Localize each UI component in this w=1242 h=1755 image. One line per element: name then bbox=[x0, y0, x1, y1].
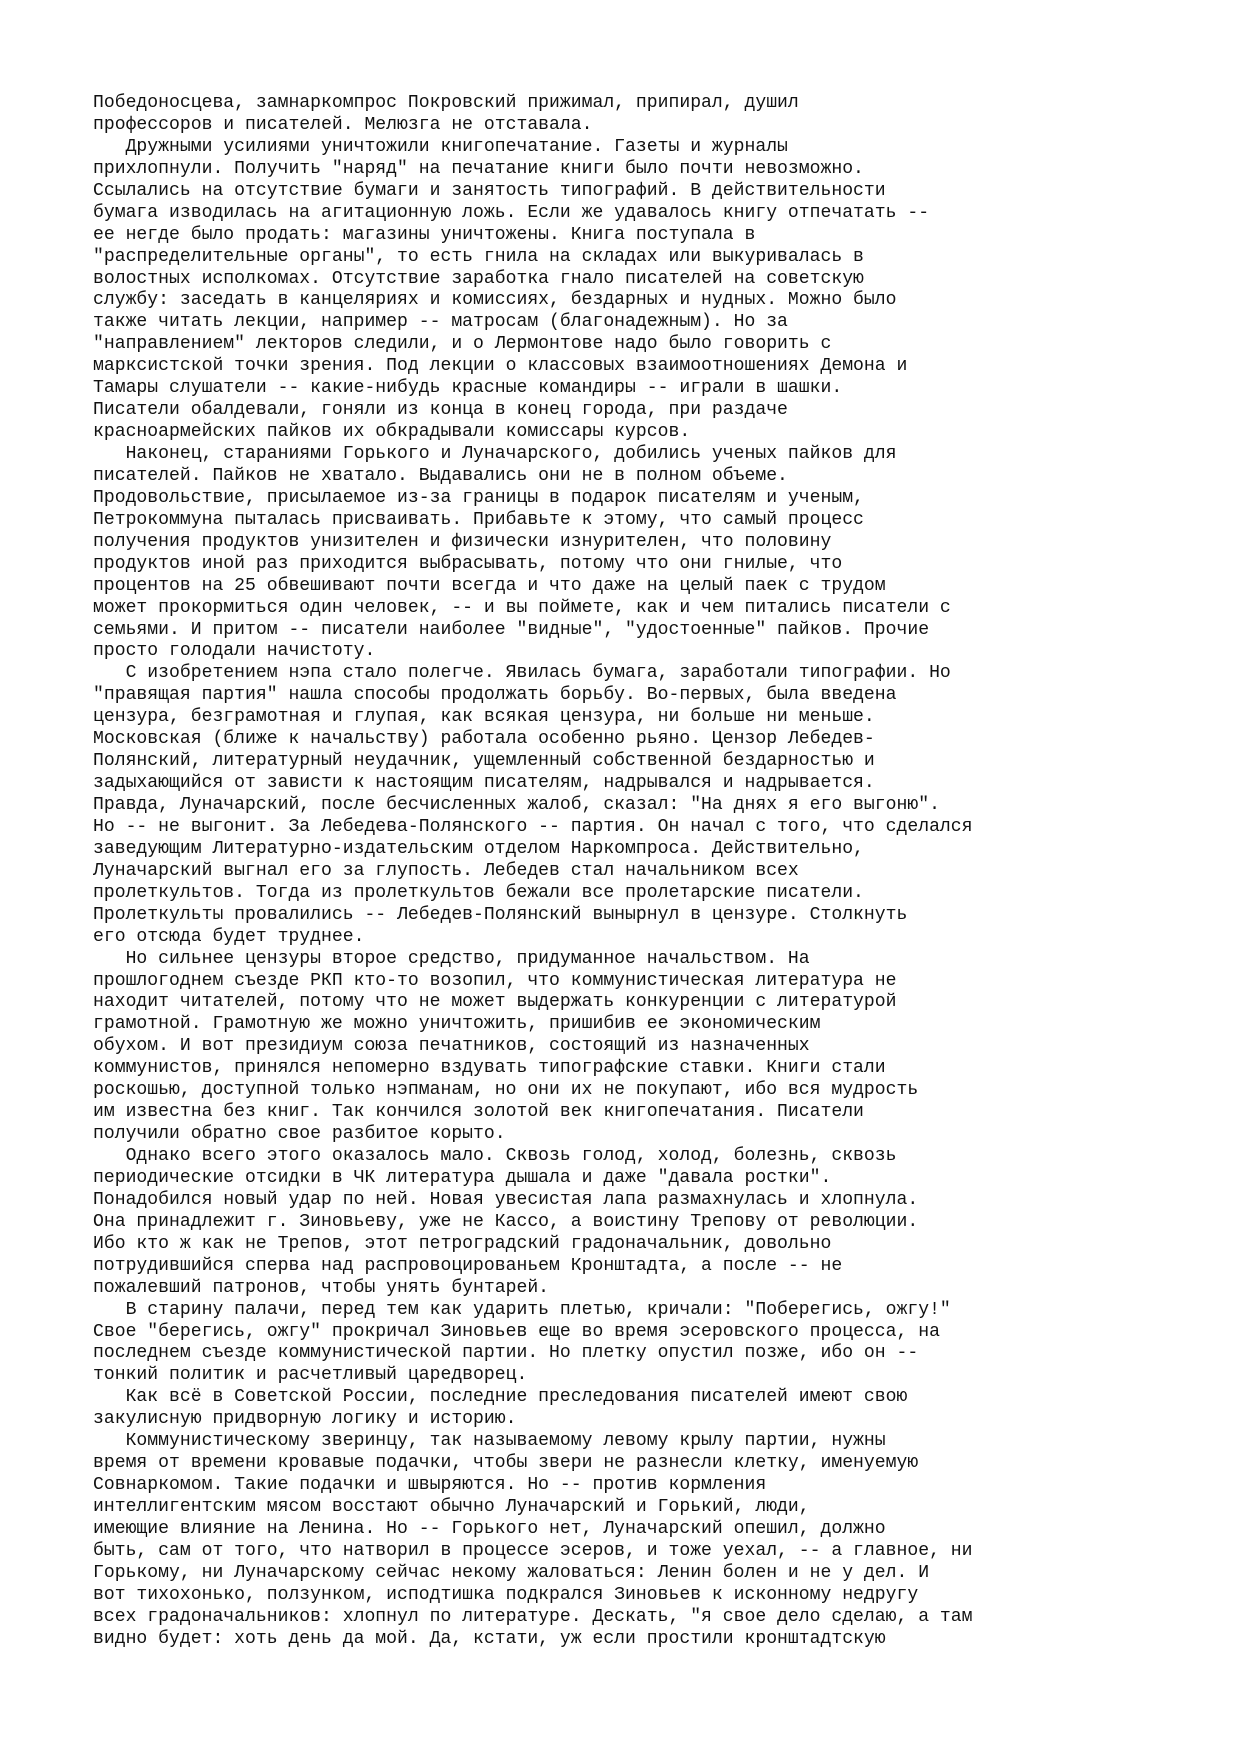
document-body-text bbox=[93, 93, 1223, 1651]
text-line: Полянский, литературный неудачник, ущемленный собственной бездарностью и bbox=[93, 751, 875, 772]
text-line: заведующим Литературно-издательским отделом Наркомпроса. Действительно, bbox=[93, 838, 864, 859]
text-line: Понадобился новый удар по ней. Новая увесистая лапа размахнулась и хлопнула. bbox=[93, 1189, 919, 1210]
text-line: Но -- не выгонит. За Лебедева-Полянского -- партия. Он начал с того, что сделался bbox=[93, 816, 973, 837]
text-line: периодические отсидки в ЧК литература дышала и даже "давала ростки". bbox=[93, 1167, 832, 1188]
text-line: "правящая партия" нашла способы продолжать борьбу. Во-первых, была введена bbox=[93, 685, 897, 706]
text-line: профессоров и писателей. Мелюзга не отставала. bbox=[93, 114, 593, 135]
text-line: имеющие влияние на Ленина. Но -- Горького нет, Луначарский опешил, должно bbox=[93, 1518, 886, 1539]
text-line: им известна без книг. Так кончился золотой век книгопечатания. Писатели bbox=[93, 1102, 864, 1123]
text-line: пожалевший патронов, чтобы унять бунтарей. bbox=[93, 1277, 550, 1298]
text-line: Горькому, ни Луначарскому сейчас некому жаловаться: Ленин болен и не у дел. И bbox=[93, 1562, 930, 1583]
text-line: время от времени кровавые подачки, чтобы звери не разнесли клетку, именуемую bbox=[93, 1453, 919, 1474]
text-line: семьями. И притом -- писатели наиболее "видные", "удостоенные" пайков. Прочие bbox=[93, 619, 930, 640]
text-line: цензура, безграмотная и глупая, как всякая цензура, ни больше ни меньше. bbox=[93, 707, 875, 728]
text-line: "распределительные органы", то есть гнила на складах или выкуривалась в bbox=[93, 246, 864, 267]
text-line: службу: заседать в канцеляриях и комиссиях, бездарных и нудных. Можно было bbox=[93, 290, 897, 311]
text-line: Коммунистическому зверинцу, так называемому левому крылу партии, нужны bbox=[93, 1431, 886, 1452]
text-line: задыхающийся от зависти к настоящим писателям, надрывался и надрывается. bbox=[93, 773, 875, 794]
text-line: закулисную придворную логику и историю. bbox=[93, 1409, 517, 1430]
text-line: всех градоначальников: хлопнул по литературе. Дескать, "я свое дело сделаю, а там bbox=[93, 1606, 973, 1627]
text-line: Она принадлежит г. Зиновьеву, уже не Кассо, а воистину Трепову от революции. bbox=[93, 1211, 919, 1232]
text-line: Ибо кто ж как не Трепов, этот петроградский градоначальник, довольно bbox=[93, 1233, 832, 1254]
text-line: Тамары слушатели -- какие-нибудь красные командиры -- играли в шашки. bbox=[93, 378, 843, 399]
text-line: потрудившийся сперва над распровоцированьем Кронштадта, а после -- не bbox=[93, 1255, 843, 1276]
text-line: также читать лекции, например -- матросам (благонадежным). Но за bbox=[93, 312, 788, 333]
text-line: находит читателей, потому что не может выдержать конкуренции с литературой bbox=[93, 992, 897, 1013]
text-line: тонкий политик и расчетливый царедворец. bbox=[93, 1365, 528, 1386]
text-line: может прокормиться один человек, -- и вы поймете, как и чем питались писатели с bbox=[93, 597, 951, 618]
text-line: продуктов иной раз приходится выбрасывать, потому что они гнилые, что bbox=[93, 553, 843, 574]
text-line: пролеткультов. Тогда из пролеткультов бежали все пролетарские писатели. bbox=[93, 882, 864, 903]
text-line: Ссылались на отсутствие бумаги и занятость типографий. В действительности bbox=[93, 180, 886, 201]
text-line: красноармейских пайков их обкрадывали комиссары курсов. bbox=[93, 422, 691, 443]
text-line: Совнаркомом. Такие подачки и швыряются. Но -- против кормления bbox=[93, 1475, 767, 1496]
text-line: марксистской точки зрения. Под лекции о классовых взаимоотношениях Демона и bbox=[93, 356, 908, 377]
text-line: получения продуктов унизителен и физически изнурителен, что половину bbox=[93, 531, 832, 552]
text-line: Дружными усилиями уничтожили книгопечатание. Газеты и журналы bbox=[93, 136, 788, 157]
text-line: Но сильнее цензуры второе средство, придуманное начальством. На bbox=[93, 948, 810, 969]
text-line: быть, сам от того, что натворил в процессе эсеров, и тоже уехал, -- а главное, ни bbox=[93, 1540, 973, 1561]
text-line: роскошью, доступной только нэпманам, но они их не покупают, ибо вся мудрость bbox=[93, 1080, 919, 1101]
text-line: Московская (ближе к начальству) работала особенно рьяно. Цензор Лебедев- bbox=[93, 729, 875, 750]
text-line: Петрокоммуна пыталась присваивать. Прибавьте к этому, что самый процесс bbox=[93, 509, 864, 530]
text-line: Луначарский выгнал его за глупость. Лебедев стал начальником всех bbox=[93, 860, 799, 881]
text-line: писателей. Пайков не хватало. Выдавались они не в полном объеме. bbox=[93, 465, 788, 486]
text-line: процентов на 25 обвешивают почти всегда и что даже на целый паек с трудом bbox=[93, 575, 886, 596]
text-line: получили обратно свое разбитое корыто. bbox=[93, 1124, 506, 1145]
text-line: видно будет: хоть день да мой. Да, кстати, уж если простили кронштадтскую bbox=[93, 1628, 886, 1649]
text-line: ее негде было продать: магазины уничтожены. Книга поступала в bbox=[93, 224, 756, 245]
text-line: Как всё в Советской России, последние преследования писателей имеют свою bbox=[93, 1387, 908, 1408]
text-line: Писатели обалдевали, гоняли из конца в конец города, при раздаче bbox=[93, 400, 788, 421]
text-line: грамотной. Грамотную же можно уничтожить, пришибив ее экономическим bbox=[93, 1014, 821, 1035]
text-line: Пролеткульты провалились -- Лебедев-Полянский вынырнул в цензуре. Столкнуть bbox=[93, 904, 908, 925]
text-line: Свое "берегись, ожгу" прокричал Зиновьев еще во время эсеровского процесса, на bbox=[93, 1321, 940, 1342]
text-line: Победоносцева, замнаркомпрос Покровский прижимал, припирал, душил bbox=[93, 93, 799, 113]
text-line: бумага изводилась на агитационную ложь. Если же удавалось книгу отпечатать -- bbox=[93, 202, 930, 223]
text-line: Однако всего этого оказалось мало. Сквозь голод, холод, болезнь, сквозь bbox=[93, 1146, 897, 1166]
text-line: вот тихохонько, ползунком, исподтишка подкрался Зиновьев к исконному недругу bbox=[93, 1584, 919, 1605]
text-line: просто голодали начистоту. bbox=[93, 641, 376, 662]
text-line: интеллигентским мясом восстают обычно Луначарский и Горький, люди, bbox=[93, 1497, 810, 1517]
text-line: волостных исполкомах. Отсутствие заработка гнало писателей на советскую bbox=[93, 268, 864, 289]
text-line: "направлением" лекторов следили, и о Лермонтове надо было говорить с bbox=[93, 334, 832, 355]
text-line: его отсюда будет труднее. bbox=[93, 926, 365, 947]
text-line: коммунистов, принялся непомерно вздувать типографские ставки. Книги стали bbox=[93, 1058, 886, 1079]
text-line: обухом. И вот президиум союза печатников, состоящий из назначенных bbox=[93, 1036, 810, 1057]
text-line: прихлопнули. Получить "наряд" на печатание книги было почти невозможно. bbox=[93, 158, 864, 179]
text-line: С изобретением нэпа стало полегче. Явилась бумага, заработали типографии. Но bbox=[93, 663, 951, 684]
text-line: прошлогоднем съезде РКП кто-то возопил, что коммунистическая литература не bbox=[93, 970, 897, 991]
text-line: Наконец, стараниями Горького и Луначарского, добились ученых пайков для bbox=[93, 444, 897, 464]
text-line: В старину палачи, перед тем как ударить плетью, кричали: "Поберегись, ожгу!" bbox=[93, 1299, 951, 1320]
text-line: Продовольствие, присылаемое из-за границы в подарок писателям и ученым, bbox=[93, 487, 864, 508]
text-line: последнем съезде коммунистической партии. Но плетку опустил позже, ибо он -- bbox=[93, 1343, 919, 1364]
text-line: Правда, Луначарский, после бесчисленных жалоб, сказал: "На днях я его выгоню". bbox=[93, 795, 940, 815]
